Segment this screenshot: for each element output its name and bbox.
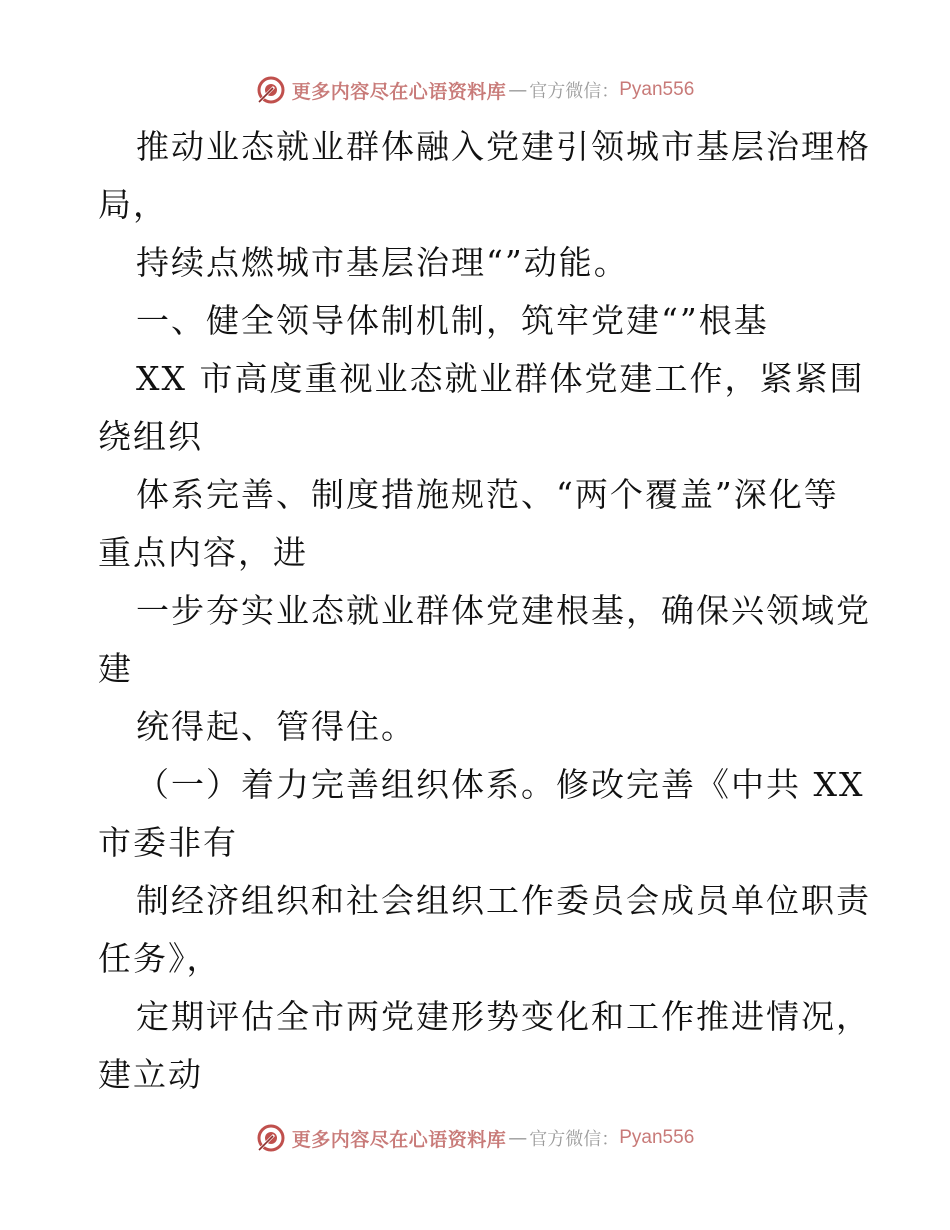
text-line: 建立动 [98, 1055, 203, 1094]
watermark-site-text: 更多内容尽在心语资料库 [291, 1128, 507, 1151]
watermark-dash: — [508, 1127, 528, 1149]
text-line: XX 市高度重视业态就业群体党建工作，紧紧围 [136, 359, 865, 398]
text-line: 一、健全领导体制机制，筑牢党建“”根基 [136, 301, 769, 340]
header-watermark [0, 70, 950, 110]
watermark-label: 官方微信： [529, 81, 620, 102]
pen-logo-icon [256, 75, 286, 105]
watermark-id: Pyan556 [619, 79, 695, 100]
text-line: 制经济组织和社会组织工作委员会成员单位职责 [136, 881, 871, 920]
text-line: 体系完善、制度措施规范、“两个覆盖”深化等 [136, 475, 839, 514]
watermark-dash: — [508, 79, 528, 101]
watermark-id: Pyan556 [619, 1127, 695, 1148]
text-line: 重点内容，进 [98, 533, 308, 572]
text-line: 建 [98, 649, 133, 688]
text-line: 统得起、管得住。 [136, 707, 416, 746]
text-line: 局， [98, 185, 168, 224]
footer-watermark [0, 1118, 950, 1158]
text-line: 市委非有 [98, 823, 238, 862]
watermark-site-text: 更多内容尽在心语资料库 [291, 80, 507, 103]
text-line: 推动业态就业群体融入党建引领城市基层治理格 [136, 127, 871, 166]
text-line: 定期评估全市两党建形势变化和工作推进情况， [136, 997, 871, 1036]
pen-logo-icon [256, 1123, 286, 1153]
document-body [98, 118, 871, 1104]
text-line: 绕组织 [98, 417, 203, 456]
text-line: 持续点燃城市基层治理“”动能。 [136, 243, 629, 282]
text-line: 任务》， [98, 939, 222, 978]
text-line: 一步夯实业态就业群体党建根基，确保兴领域党 [136, 591, 871, 630]
text-line: （一）着力完善组织体系。修改完善《中共 XX [136, 765, 865, 804]
watermark-label: 官方微信： [529, 1129, 620, 1150]
